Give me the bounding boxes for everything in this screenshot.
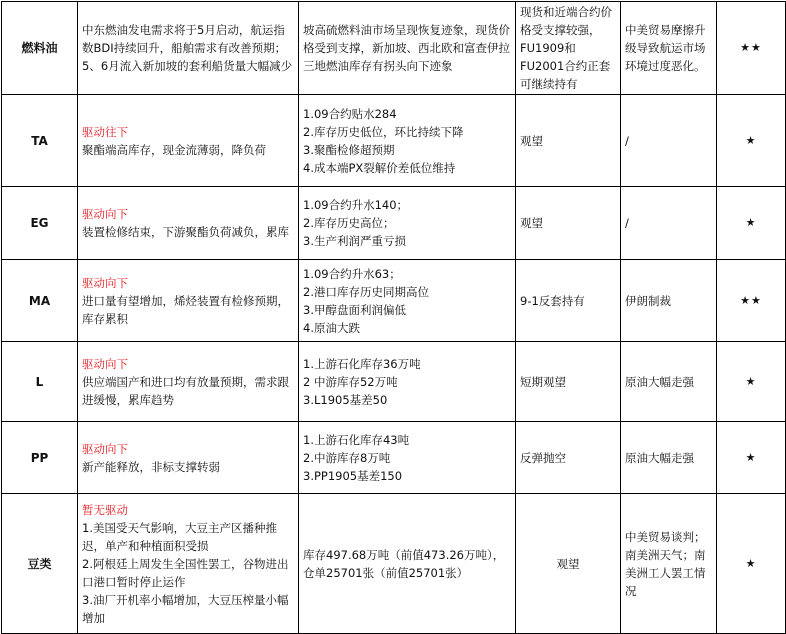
driver-cell — [78, 494, 299, 634]
fact-item: 2.库存历史高位； — [303, 216, 395, 230]
rating-stars: ★★ — [717, 260, 786, 342]
facts-cell — [299, 2, 516, 95]
product-name: EG — [2, 187, 78, 260]
fact-item: 3.PP1905基差150 — [303, 468, 403, 483]
driver-text: 中东燃油发电需求将于5月启动，航运指数BDI持续回升，船舶需求有改善预期；5、6月流入新加坡的套利船货量大幅减少 — [82, 23, 293, 73]
fact-item: 3.L1905基差50 — [303, 392, 388, 407]
table-row-ma — [2, 260, 786, 342]
driver-text: 新产能释放，非标支撑转弱 — [82, 459, 220, 474]
driver-cell — [78, 260, 299, 342]
product-name: 燃料油 — [2, 2, 78, 95]
table-row-pp — [2, 422, 786, 494]
strategy-cell: 现货和近端合约价格受支撑较强，FU1909和FU2001合约正套可继续持有 — [516, 2, 621, 95]
facts-cell — [299, 342, 516, 422]
driver-title: 驱动往下 — [82, 124, 128, 139]
table-row-soybean — [2, 494, 786, 634]
driver-item: 2.阿根廷上周发生全国性罢工，谷物进出口港口暂时停止运作 — [82, 556, 289, 589]
fact-item: 2.港口库存历史同期高位 — [303, 284, 429, 299]
product-name: PP — [2, 422, 78, 494]
driver-title: 驱动向下 — [82, 207, 128, 221]
risk-cell: 中美贸易谈判；南美洲天气；南美洲工人罢工情况 — [621, 494, 717, 634]
risk-cell: 中美贸易摩擦升级导致航运市场环境过度恶化。 — [621, 2, 717, 95]
strategy-cell: 9-1反套持有 — [516, 260, 621, 342]
table-row-eg — [2, 187, 786, 260]
commodity-strategy-table — [1, 1, 786, 634]
strategy-cell: 反弹抛空 — [516, 422, 621, 494]
table-row-fuel-oil — [2, 2, 786, 95]
fact-item: 4.成本端PX裂解价差低位维持 — [303, 160, 456, 175]
strategy-cell: 短期观望 — [516, 342, 621, 422]
product-name: TA — [2, 95, 78, 187]
driver-item: 3.油厂开机率小幅增加，大豆压榨量小幅增加 — [82, 592, 289, 625]
facts-cell — [299, 260, 516, 342]
driver-cell — [78, 342, 299, 422]
table-row-l — [2, 342, 786, 422]
driver-title: 暂无驱动 — [82, 502, 128, 517]
strategy-cell: 观望 — [516, 95, 621, 187]
fact-item: 1.上游石化库存43吨 — [303, 432, 410, 447]
facts-cell — [299, 422, 516, 494]
driver-cell — [78, 95, 299, 187]
driver-item: 1.美国受天气影响，大豆主产区播种推迟，单产和种植面积受损 — [82, 520, 277, 553]
product-name: L — [2, 342, 78, 422]
fact-item: 3.甲醇盘面利润偏低 — [303, 302, 406, 317]
driver-text: 供应端国产和进口均有放量预期，需求跟进缓慢，累库趋势 — [82, 374, 289, 407]
strategy-cell: 观望 — [516, 187, 621, 260]
fact-item: 2.中游库存8万吨 — [303, 450, 391, 465]
risk-cell: / — [621, 187, 717, 260]
table-row-ta — [2, 95, 786, 187]
rating-stars: ★ — [717, 342, 786, 422]
fact-item: 2 中游库存52万吨 — [303, 374, 398, 389]
fact-item: 坡高硫燃料油市场呈现恢复迹象，现货价格受到支撑，新加坡、西北欧和富查伊拉三地燃油库存有拐头向下迹象 — [303, 23, 510, 73]
rating-stars: ★ — [717, 187, 786, 260]
fact-item: 4.原油大跌 — [303, 320, 360, 335]
risk-cell: 伊朗制裁 — [621, 260, 717, 342]
driver-text: 装置检修结束，下游聚酯负荷减负，累库 — [82, 225, 289, 239]
facts-cell — [299, 95, 516, 187]
rating-stars: ★★ — [717, 2, 786, 95]
rating-stars: ★ — [717, 95, 786, 187]
driver-text: 聚酯端高库存，现金流薄弱，降负荷 — [82, 142, 266, 157]
driver-title: 驱动向下 — [82, 275, 128, 290]
fact-item: 1.09合约升水63； — [303, 266, 401, 281]
strategy-cell: 观望 — [516, 494, 621, 634]
fact-item: 3.聚酯检修超预期 — [303, 142, 395, 157]
product-name: 豆类 — [2, 494, 78, 634]
facts-cell — [299, 187, 516, 260]
fact-item: 1.09合约贴水284 — [303, 106, 397, 121]
rating-stars: ★ — [717, 494, 786, 634]
driver-cell — [78, 187, 299, 260]
fact-item: 2.库存历史低位，环比持续下降 — [303, 124, 464, 139]
fact-item: 1.09合约升水140； — [303, 198, 409, 212]
fact-item: 3.生产利润严重亏损 — [303, 234, 406, 248]
risk-cell: / — [621, 95, 717, 187]
driver-text: 进口量有望增加，烯烃装置有检修预期，库存累积 — [82, 293, 289, 326]
risk-cell: 原油大幅走强 — [621, 422, 717, 494]
driver-title: 驱动向下 — [82, 356, 128, 371]
facts-cell — [299, 494, 516, 634]
driver-title: 驱动向下 — [82, 441, 128, 456]
fact-item: 1.上游石化库存36万吨 — [303, 356, 421, 371]
risk-cell: 原油大幅走强 — [621, 342, 717, 422]
rating-stars: ★ — [717, 422, 786, 494]
driver-cell — [78, 2, 299, 95]
product-name: MA — [2, 260, 78, 342]
fact-item: 库存497.68万吨（前值473.26万吨），仓单25701张（前值25701张） — [303, 547, 505, 580]
driver-cell — [78, 422, 299, 494]
